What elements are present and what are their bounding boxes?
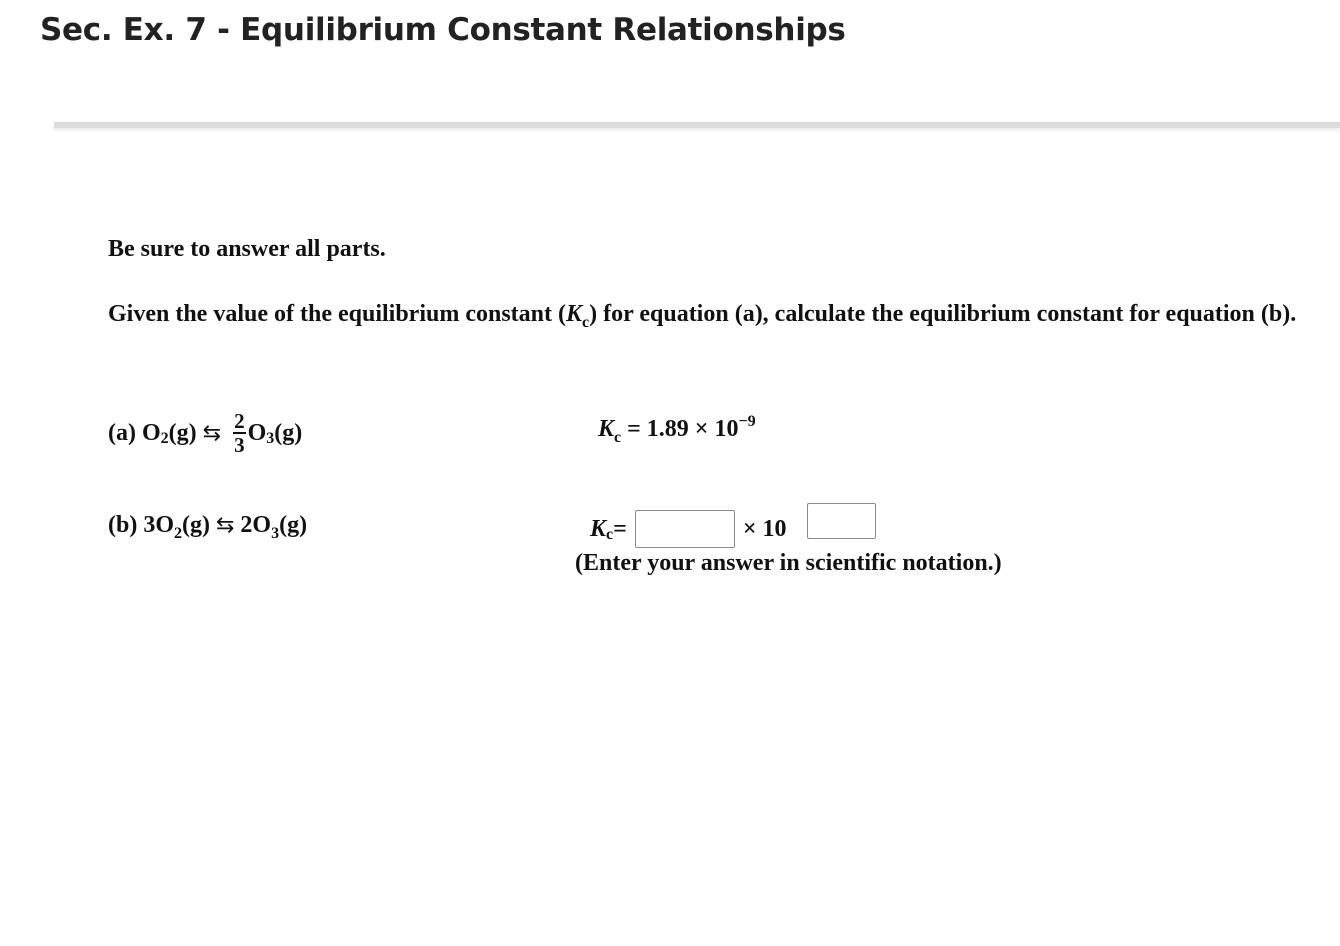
prompt-text-start: Given the value of the equilibrium constant ( bbox=[108, 301, 567, 327]
exponent-input[interactable] bbox=[807, 503, 876, 539]
kc-b-k: K bbox=[590, 515, 607, 542]
scientific-notation-note: (Enter your answer in scientific notation.) bbox=[575, 550, 1002, 576]
times-ten-label: × 10 bbox=[742, 515, 787, 542]
kc-b-c: c bbox=[606, 526, 614, 543]
fraction-numerator: 2 bbox=[234, 409, 245, 433]
equilibrium-arrow-icon: ⇆ bbox=[202, 420, 222, 446]
eq-a-sub2: 3 bbox=[266, 430, 275, 447]
kc-a-c: c bbox=[614, 429, 622, 446]
eq-a-label: (a) O bbox=[108, 419, 161, 446]
eq-a-fraction-coefficient bbox=[233, 410, 246, 456]
equation-a bbox=[108, 402, 302, 464]
eq-a-phase1: (g) bbox=[168, 419, 197, 446]
prompt-k-symbol: K bbox=[566, 301, 583, 327]
equilibrium-arrow-icon: ⇆ bbox=[215, 513, 235, 538]
page-title: Sec. Ex. 7 - Equilibrium Constant Relationships bbox=[40, 12, 846, 48]
equation-b bbox=[108, 512, 308, 542]
eq-a-sub1: 2 bbox=[160, 430, 169, 447]
eq-b-phase1: (g) bbox=[182, 512, 210, 538]
kc-a-k: K bbox=[598, 416, 615, 442]
eq-b-sub1: 2 bbox=[174, 525, 182, 542]
eq-b-phase2: (g) bbox=[279, 512, 308, 538]
eq-a-product: O bbox=[247, 419, 267, 446]
header-divider bbox=[54, 122, 1340, 128]
prompt-k-subscript: c bbox=[582, 314, 590, 331]
eq-b-label: (b) 3O bbox=[108, 512, 174, 538]
kc-a-exponent: −9 bbox=[738, 413, 756, 430]
instruction-text: Be sure to answer all parts. bbox=[108, 236, 386, 262]
kc-b-answer-row bbox=[590, 508, 787, 550]
fraction-denominator: 3 bbox=[234, 433, 245, 457]
prompt-text-end: ) for equation (a), calculate the equilibrium constant for equation (b). bbox=[589, 301, 1297, 327]
eq-b-sub2: 3 bbox=[271, 525, 280, 542]
question-prompt bbox=[108, 296, 1298, 335]
kc-a-value bbox=[598, 413, 756, 446]
eq-a-phase2: (g) bbox=[274, 419, 303, 446]
mantissa-input[interactable] bbox=[635, 510, 735, 548]
kc-a-number: = 1.89 × 10 bbox=[621, 416, 739, 442]
kc-b-equals: = bbox=[613, 515, 627, 542]
eq-b-product: 2O bbox=[240, 512, 272, 538]
